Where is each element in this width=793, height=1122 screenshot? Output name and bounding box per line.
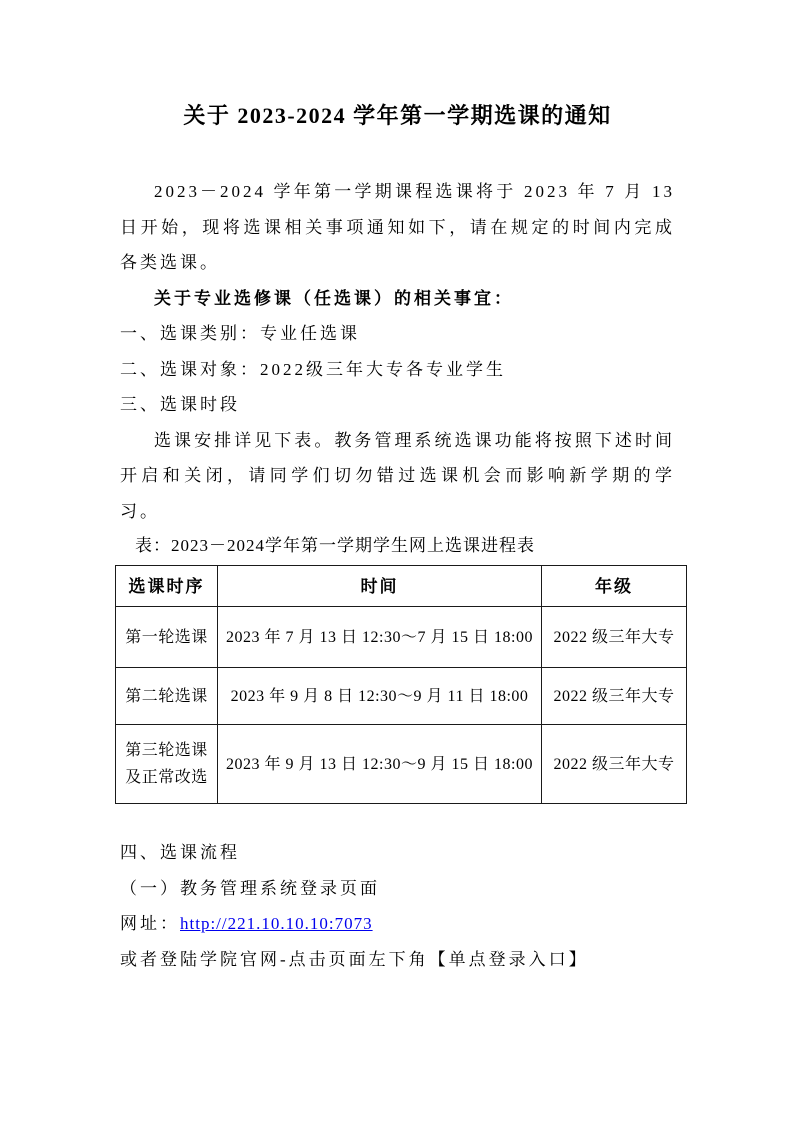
schedule-table [115,565,687,804]
table-row [116,668,687,725]
schedule-note-paragraph: 选课安排详见下表。教务管理系统选课功能将按照下述时间开启和关闭，请同学们切勿错过选课机会而影响新学期的学习。 [120,430,675,521]
list-item-category: 一、选课类别：专业任选课 [120,324,360,343]
cell-round: 第一轮选课 [116,607,218,668]
list-item-target: 二、选课对象：2022级三年大专各专业学生 [120,359,506,379]
login-url-link[interactable]: http://221.10.10.10:7073 [180,914,373,933]
cell-round: 第二轮选课 [116,668,218,725]
cell-time: 2023 年 7 月 13 日 12:30～7 月 15 日 18:00 [218,607,542,668]
url-label: 网址： [120,914,180,933]
cell-grade: 2022 级三年大专 [542,668,687,725]
column-header-order: 选课时序 [116,566,218,607]
page-title: 关于 2023-2024 学年第一学期选课的通知 [183,103,612,128]
cell-round: 第三轮选课及正常改选 [116,725,218,804]
cell-time: 2023 年 9 月 13 日 12:30～9 月 15 日 18:00 [218,725,542,804]
section-flow-heading: 四、选课流程 [120,843,240,862]
intro-paragraph: 2023－2024 学年第一学期课程选课将于 2023 年 7 月 13 日开始，现将选课相关事项通知如下，请在规定的时间内完成各类选课。 [120,182,675,272]
table-caption: 表：2023－2024学年第一学期学生网上选课进程表 [135,536,535,555]
column-header-grade: 年级 [542,566,687,607]
table-row [116,725,687,804]
cell-grade: 2022 级三年大专 [542,607,687,668]
list-item-period: 三、选课时段 [120,395,240,414]
cell-time: 2023 年 9 月 8 日 12:30～9 月 11 日 18:00 [218,668,542,725]
subsection-login-page: （一）教务管理系统登录页面 [120,878,380,898]
column-header-time: 时间 [218,566,542,607]
table-header-row [116,566,687,607]
url-line [120,906,675,942]
section-heading: 关于专业选修课（任选课）的相关事宜： [154,288,514,308]
table-row [116,607,687,668]
alt-login-line: 或者登陆学院官网-点击页面左下角【单点登录入口】 [120,949,589,969]
cell-grade: 2022 级三年大专 [542,725,687,804]
